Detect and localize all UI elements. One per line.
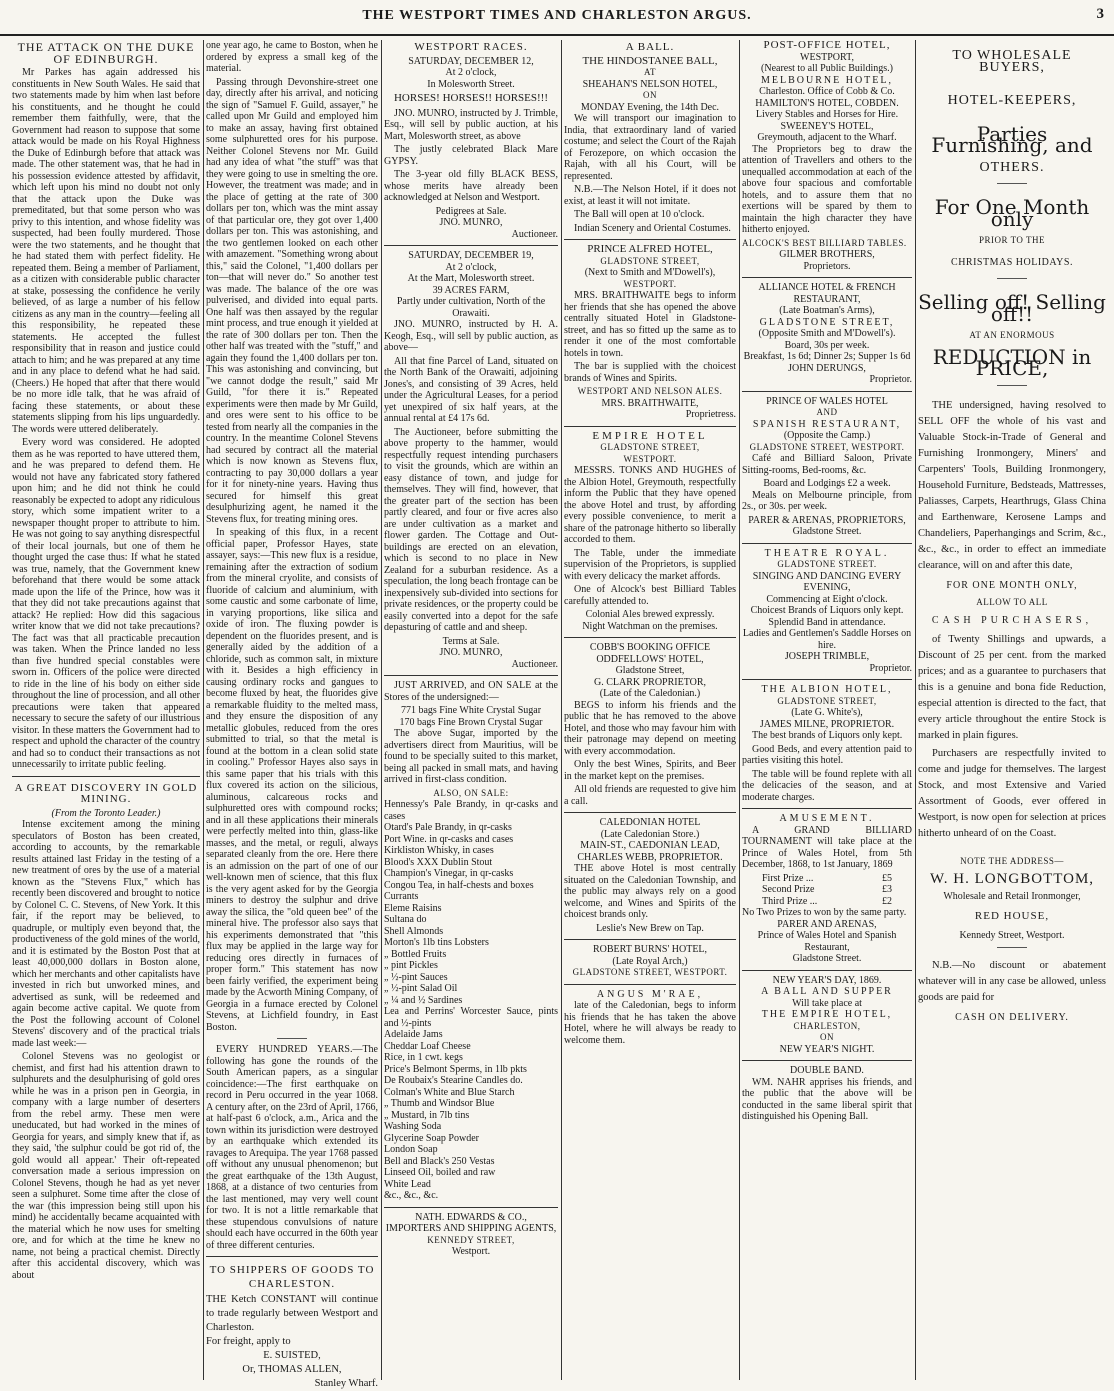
column-3 bbox=[384, 40, 558, 1380]
goods-item: Price's Belmont Sperms, in 1lb pkts bbox=[384, 1063, 527, 1075]
page-number: 3 bbox=[1096, 6, 1104, 22]
goods-item: Cheddar Loaf Cheese bbox=[384, 1040, 471, 1052]
ad-place: Stanley Wharf. bbox=[314, 1378, 378, 1389]
ad-street: MAIN-ST., CAEDONIAN LEAD, bbox=[580, 840, 720, 851]
ad-name: JOSEPH TRIMBLE, bbox=[784, 651, 870, 662]
separator bbox=[997, 183, 1027, 184]
ad-title: PRINCE ALFRED HOTEL, bbox=[587, 243, 713, 255]
separator bbox=[997, 385, 1027, 386]
ad-display-line: CHRISTMAS HOLIDAYS. bbox=[951, 256, 1073, 268]
ad-title: THE EMPIRE HOTEL, bbox=[761, 1009, 893, 1020]
article-paragraph: In speaking of this flux, in a recent official paper, Professor Hayes, state assayer, says:—This new flux is a residue, remaining after the extraction of sodium from the mineral cryolite, and consists of fluoride of calcium and aluminium, with some caustic and some carbonate of lime, in varying proportions, like silica and oxide of iron. The fluxing powder is dependent on the fluorides present, and is generally aided by the addition of a chloride, such as common salt, in mixture with it. Besides a high efficiency in causing ordinary rocks and gangues to become fluxed by heat, the fluorides give a remarkable fluidity to the melted mass, and they ensure the disposition of any metallic globules, reduced from the ores submitted to trial, so that the metal is found at the bottom in a clean solid state in cooling." Professor Hayes also says in this same paper that his trials with this flux covered its action on the silicious, aluminous, calcareous rocks and sulphuretted ores with compound rocks; and in all these applications their minerals were perfectly melted into thin, glass-like masses, and the metal, or reguli, always separated cleanly from the ore. Here there is an admission on the part of one of our well-known men of science, that this flux is the very agent asked for by the Georgia miners to destroy the sulphur and drive away the silica, the "old queen bee" of the mineral hive. The professor also says that his experiments demonstrated that "this flux may be applied in the large way for reducing ores directly in furnaces of proper form." This statement has now been fairly verified, the experiment being made by the Acworth Mining Company, of Georgia in a furnace erected by Colonel Stevens, at Lichfield foundry, in East Boston. bbox=[206, 527, 378, 1033]
ad-title: A BALL AND SUPPER bbox=[761, 986, 893, 997]
column-1 bbox=[12, 40, 200, 1380]
ad-text: Indian Scenery and Oriental Costumes. bbox=[574, 222, 731, 234]
ad-text: Charleston. Office of Cobb & Co. bbox=[759, 86, 895, 97]
ad-text: The bar is supplied with the choicest brands of Wines and Spirits. bbox=[564, 361, 736, 384]
goods-item: Colman's White and Blue Starch bbox=[384, 1086, 515, 1098]
ad-text: ON bbox=[820, 1032, 834, 1042]
article-heading: A GREAT DISCOVERY IN GOLD MINING. bbox=[14, 781, 198, 805]
ad-heading: HORSES! HORSES!! HORSES!!! bbox=[393, 92, 549, 104]
ad-title: ANGUS M'RAE, bbox=[596, 988, 704, 1000]
ad-display-line: Parties Furnishing, and bbox=[931, 121, 1093, 157]
ad-text: All old friends are requested to give him a call. bbox=[564, 784, 736, 807]
ad-name: G. CLARK PROPRIETOR, bbox=[593, 676, 707, 688]
goods-item: Congou Tea, in half-chests and boxes bbox=[384, 879, 534, 891]
ad-name: NATH. EDWARDS & CO., bbox=[415, 1211, 527, 1223]
ad-text: Café and Billiard Saloon, Private Sitting-rooms, Bed-rooms, &c. bbox=[742, 453, 912, 476]
ad-text: (Late Royal Arch,) bbox=[612, 955, 688, 967]
goods-item: Morton's 1lb tins Lobsters bbox=[384, 937, 489, 948]
ad-text: Partly under cultivation, North of the Orawaiti. bbox=[396, 296, 546, 319]
ad-text: MRS. BRAITHWAITE begs to inform her friends that she has opened the above centrally situated Hotel in Gladstone-street, and has so fitted up the same as to render it one of the most comfortable hotels in town. bbox=[564, 290, 736, 359]
ad-heading: WESTPORT RACES. bbox=[414, 41, 528, 53]
ad-place: WESTPORT. bbox=[623, 453, 677, 464]
ad-item: 771 bags Fine White Crystal Sugar bbox=[400, 705, 542, 716]
ad-text: ALCOCK'S BEST BILLIARD TABLES. bbox=[742, 237, 907, 248]
column-rule bbox=[561, 40, 562, 1380]
ad-date: SATURDAY, DECEMBER 19, bbox=[408, 250, 534, 261]
prize-label: First Prize ... bbox=[762, 872, 814, 884]
ad-display-line: NOTE THE ADDRESS— bbox=[960, 856, 1064, 866]
ad-text: (Late of the Caledonian.) bbox=[599, 688, 701, 699]
ad-place: In Molesworth Street. bbox=[427, 78, 515, 90]
ad-title: MELBOURNE HOTEL, bbox=[761, 74, 893, 86]
ad-name: Or, THOMAS ALLEN, bbox=[242, 1364, 342, 1375]
ad-text: The Ball will open at 10 o'clock. bbox=[574, 209, 705, 220]
ad-text: Purchasers are respectfully invited to come and judge for themselves. The largest Stock, and most Extensive and Varied Assortment of Goods, ever offered in Westport, is now open for selection at prices hitherto unheard of on the Coast. bbox=[918, 748, 1106, 839]
article-paragraph: Intense excitement among the mining speculators of Boston has been created, according to accounts, by the remarkable results attained last Friday in the testing of a new treatment of ores by the use of a material known as the "Stevens Flux," which has recently been discovered and brought to notice by Colonel C. C. Stevens, of New York. It this fair, if the report may be believed, to quadruple, or multiply even beyond that, the productiveness of the gold mines of the world, and it is estimated by the Boston Post that at least 40,000,000 dollars in Boston alone, which her merchants and other capitalists have invested in rich but unworked mines, and advertised as sunk, will be redeemed and again become active capital. We quote from the Post the following account of Colonel Stevens' discovery and of the practical trials made last week:— bbox=[12, 819, 200, 1049]
ad-text: We will transport our imagination to India, that extraordinary land of varied costume; and select the Court of the Rajah of Ferozepore, on which occasion the Rajah, with all his Court, will be represented. bbox=[564, 113, 736, 182]
ad-subheading: ALSO, ON SALE: bbox=[433, 787, 509, 798]
ad-text: The Auctioneer, before submitting the above property to the hammer, would respectfully request intending purchasers to visit the grounds, which are within an easy distance of town, and judge for themselves. They will find, however, that the greater part of the section has been partly cleared, and four or five acres also are under cultivation as a market and flower garden. The Cottage and Out-buildings are erected on an elevation, which is second to no place in New Zealand for a suburban residence. As a speculation, the long beach frontage can be inexpensively sub-divided into sections for private residences, or the property could be easily converted into a depot for the safe depasturing of cattle and and sheep. bbox=[384, 426, 558, 633]
ad-text: Ladies and Gentlemen's Saddle Horses on hire. bbox=[742, 628, 912, 651]
article-paragraph: Colonel Stevens was no geologist or chemist, and first had his attention drawn to sulphurets and the desulphurising of gold ores while he was in a prison pen in Georgia, in company with a large number of deserters from the rebel army. These men were uneducated, but had worked in the mines of Georgia for years, and simply knew that if, as they said, 'the sulphur could be got rid of, the gold would all appear.' Their oft-repeated conversation made a serious impression on Colonel Stevens, though he had as yet never seen a sulphuret. Some time after the close of the war (this impression being still upon his mind) he accidentally became acquainted with the material which he now uses for smelting ore, and for which at the time he knew no name, not being a practical chemist. Directly after this accidental discovery, which was about bbox=[12, 1051, 200, 1281]
goods-item: Shell Almonds bbox=[384, 925, 444, 937]
ad-date: MONDAY Evening, the 14th Dec. bbox=[580, 101, 720, 113]
article-paragraph: Mr Parkes has again addressed his constituents in New South Wales. He said that two statements made by him when last before his constituents, and he thought he could remember them faithfully, were, that the Government had reason to suppose that some attack would be made on his Royal Highness the Duke of Edinburgh before that attack was made. The other statement was, that he had in his possession evidence attested by affidavit, which left upon his mind no doubt not only that the attack upon the Duke was premeditated, but that some person who was privy to this intention, and whose fidelity was suspected, had been foully murdered. Those were the two statements, and he thought that he had stated them with perfect fidelity. He repeated them. Being a member of Parliament, as a citizen with considerable public character at stake, possessing the confidence he verily believed, of as large a number of his fellow citizens as any man in the country—feeling all this responsibility, he repeated these statements. He accepted the fullest responsibility that in reason and justice could attach to him; and he was prepared at any time and in any place to defend what he had said. (Cheers.) He hoped that after that there would be no more idle talk, that he was afraid of facing these statements, or about these statements slipping from his lips unguardedly. The words were uttered deliberately. bbox=[12, 67, 200, 435]
ad-text: All that fine Parcel of Land, situated on the North Bank of the Orawaiti, adjoining Jones's, and consisting of 39 Acres, held under the Agricultural Leases, for a period yet unexpired of six half years, at the annual rental at £4 17s 6d. bbox=[384, 355, 558, 424]
ad-text: The Table, under the immediate supervision of the Proprietors, is supplied with every delicacy the market affords. bbox=[564, 547, 736, 582]
ad-name: GILMER BROTHERS, bbox=[779, 249, 875, 260]
ad-text: Will take place at bbox=[792, 997, 862, 1009]
ad-text: Terms at Sale. bbox=[442, 635, 500, 647]
article-paragraph: Passing through Devonshire-street one day, directly after his arrival, and noticing the sign of "Samuel F. Guild, assayer," he called upon Mr Guild and employed him to make an assay, having first obtained some sulphuretted ores for his purpose. Neither Colonel Stevens nor Mr. Guild had any idea of what "the stuff" was that they were going to use in smelting the ore. However, the treatment was made; and in the place of getting at the rate of 300 dollars per ton, which was the mint assay of that particular ore, they got over 1,400 dollars per ton. This was astonishing, and the two gentlemen looked on each other with amazement. "Something wrong about this," said the Colonel, "1,400 dollars per ton—that will never do." So another test was made. The balance of the ore was pulverised, and divided into equal parts. One half was then assayed by the regular mint process, and true enough it yielded at the rate of 300 dollars per ton. Then the other half was treated with the "stuff," and again they found the 1,400 dollars per ton. This was astonishing and convincing, but "we cannot dodge the result," said Mr Guild, "for there it is." Repeated experiments were then made by Mr Guild, and ores were sent to his office to be tested from nearly all the companies in the country. In the meantime Colonel Stevens had secured by contract all the material which is now known as Stevens flux, contracting to pay 30,000 dollars a year for it for ninety-nine years. Having thus secured for himself this great desulphurizing agent, he named it the Stevens flux, for treating mining ores. bbox=[206, 76, 378, 525]
ad-text: late of the Caledonian, begs to inform his friends that he has taken the above Hotel, where he will always be ready to welcome them. bbox=[564, 1000, 736, 1046]
ad-text: JNO. MUNRO, instructed by J. Trimble, Esq., will sell by public auction, at his Mart, Molesworth street, as above bbox=[384, 107, 558, 142]
ad-street: KENNEDY STREET, bbox=[427, 1234, 515, 1245]
goods-item: Bell and Black's 250 Vestas bbox=[384, 1155, 495, 1167]
goods-item: Hennessy's Pale Brandy, in qr-casks and cases bbox=[384, 799, 558, 822]
ad-title: SWEENEY'S HOTEL, bbox=[780, 120, 874, 132]
column-rule bbox=[739, 40, 740, 1380]
article-paragraph: one year ago, he came to Boston, when he ordered by express a small keg of the material. bbox=[206, 40, 378, 74]
goods-item: „ Thumb and Windsor Blue bbox=[384, 1098, 495, 1109]
ad-text: JNO. MUNRO, instructed by H. A. Keogh, Esq., will sell by public auction, as above— bbox=[384, 319, 558, 353]
goods-item: „ ¼ and ½ Sardines bbox=[384, 994, 463, 1006]
ad-role: Proprietress. bbox=[685, 409, 736, 420]
goods-item: „ ½-pint Salad Oil bbox=[384, 983, 458, 994]
ad-display-line: AT AN ENORMOUS bbox=[969, 330, 1055, 340]
ad-street: GLADSTONE STREET, WESTPORT. bbox=[749, 441, 905, 452]
goods-item: &c., &c., &c. bbox=[384, 1190, 439, 1201]
column-5 bbox=[742, 40, 912, 1380]
ad-text: Board, 30s per week. bbox=[784, 339, 870, 351]
ad-title: COBB'S BOOKING OFFICE bbox=[589, 642, 711, 653]
ad-time: At 2 o'clock, bbox=[445, 67, 497, 78]
ad-name: PARER AND ARENAS, bbox=[777, 918, 877, 930]
ad-text: Commencing at Eight o'clock. bbox=[766, 593, 888, 605]
ad-text: Meals on Melbourne principle, from 2s., or 30s. per week. bbox=[742, 489, 912, 512]
ad-text: Breakfast, 1s 6d; Dinner 2s; Supper 1s 6d bbox=[743, 351, 911, 362]
ad-text: BEGS to inform his friends and the public that he has removed to the above Hotel, and those who may favour him with their patronage may depend on meeting with every accommodation. bbox=[564, 699, 736, 757]
goods-item: Adelaide Jams bbox=[384, 1029, 443, 1040]
ad-display-line: CASH ON DELIVERY. bbox=[955, 1011, 1069, 1023]
separator bbox=[277, 1038, 307, 1039]
column-rule bbox=[203, 40, 204, 1380]
ad-text: WESTPORT AND NELSON ALES. bbox=[577, 386, 723, 396]
ad-heading: A BALL. bbox=[625, 41, 675, 53]
ad-text: of Twenty Shillings and upwards, a Discount of 25 per cent. from the marked prices; and as a guarantee to purchasers that this is a genuine and bona fide Reduction, especial attention is directed to the fact, that every article throughout the entire Stock is marked in plain figures. bbox=[918, 634, 1106, 741]
masthead bbox=[0, 0, 1114, 36]
ad-title: ROBERT BURNS' HOTEL, bbox=[592, 944, 708, 955]
ad-text: Only the best Wines, Spirits, and Beer in the market kept on the premises. bbox=[564, 759, 736, 782]
ad-place: WESTPORT, bbox=[800, 51, 854, 63]
ad-text: Board and Lodgings £2 a week. bbox=[763, 478, 891, 489]
ad-text: IMPORTERS AND SHIPPING AGENTS, bbox=[385, 1223, 557, 1234]
ad-text: SINGING AND DANCING EVERY EVENING, bbox=[752, 570, 902, 593]
goods-item: De Roubaix's Stearine Candles do. bbox=[384, 1075, 523, 1086]
goods-list bbox=[384, 799, 558, 1202]
ad-street: Kennedy Street, Westport. bbox=[959, 930, 1065, 941]
ad-street: Gladstone Street. bbox=[792, 953, 862, 964]
ad-item: The 3-year old filly BLACK BESS, whose merits have already been acknowledged at Nelson and Westport. bbox=[384, 169, 558, 203]
goods-item: White Lead bbox=[384, 1178, 431, 1190]
ad-title: SPANISH RESTAURANT, bbox=[752, 418, 902, 430]
ad-title: CALEDONIAN HOTEL bbox=[599, 817, 701, 828]
goods-item: Currants bbox=[384, 891, 419, 902]
ad-display-line: REDUCTION in PRICE, bbox=[932, 344, 1092, 380]
ad-text: (Late Boatman's Arms), bbox=[779, 305, 875, 316]
ad-title: EMPIRE HOTEL bbox=[592, 429, 708, 442]
ad-display-line: FOR ONE MONTH ONLY, bbox=[946, 579, 1078, 591]
ad-text: The above Sugar, imported by the advertisers direct from Mauritius, will be found to be specially suited to this market, being all packed in small mats, and having arrived in first-class condition. bbox=[384, 728, 558, 785]
ad-display-line: OTHERS. bbox=[979, 159, 1045, 175]
prize-amount: £2 bbox=[882, 895, 892, 907]
ad-date: NEW YEAR'S DAY, 1869. bbox=[772, 974, 882, 986]
goods-item: Kirkliston Whisky, in cases bbox=[384, 845, 494, 856]
goods-item: Otard's Pale Brandy, in qr-casks bbox=[384, 822, 512, 833]
goods-item: Eleme Raisins bbox=[384, 902, 442, 914]
ad-display-line: ALLOW TO ALL bbox=[976, 597, 1048, 607]
ad-role: Proprietor. bbox=[869, 374, 912, 385]
ad-text: N.B.—No discount or abatement whatever will in any case be allowed, unless goods are paid for bbox=[918, 959, 1106, 1003]
ad-item: 170 bags Fine Brown Crystal Sugar bbox=[399, 716, 543, 728]
ad-text: The Proprietors beg to draw the attention of Travellers and others to the unequalled accommodation at each of the above four spacious and comfortable hotels, and to assure them that no exertions will be spared by them to maintain the high character they have hitherto enjoyed. bbox=[742, 143, 912, 235]
ad-street: GLADSTONE STREET, bbox=[759, 316, 895, 328]
ad-display-line: Selling off! Selling off!! bbox=[918, 290, 1106, 326]
ad-time: At 2 o'clock, bbox=[445, 261, 497, 273]
ad-name: JNO. MUNRO, bbox=[439, 647, 503, 658]
ad-text: Night Watchman on the premises. bbox=[582, 620, 718, 632]
ad-role: Auctioneer. bbox=[511, 228, 558, 240]
ad-text: Wholesale and Retail Ironmonger, bbox=[943, 891, 1081, 902]
separator bbox=[997, 278, 1027, 279]
goods-item: Blood's XXX Dublin Stout bbox=[384, 856, 493, 868]
ad-text: Good Beds, and every attention paid to parties visiting this hotel. bbox=[742, 743, 912, 766]
separator bbox=[997, 947, 1027, 948]
ad-text: THE undersigned, having resolved to SELL OFF the whole of his vast and Valuable Stock-in-Trade of General and Furnishing Ironmongery, Miners' and Carpenters' Tools, Building Ironmongery, Household Furniture, Bedsteads, Mattresses, Paliasses, Carpets, Hearthrugs, Glass China and Earthenware, Kerosene Lamps and Chandeliers, Paperhangings and Scrim, &c., &c., &c., in order to effect an immediate clearance, will on and after this date, bbox=[918, 399, 1106, 571]
ad-text: No Two Prizes to won by the same party. bbox=[742, 907, 907, 918]
ad-text: For freight, apply to bbox=[206, 1336, 291, 1347]
ad-text: One of Alcock's best Billiard Tables carefully attended to. bbox=[564, 584, 736, 607]
ad-street: Gladstone Street. bbox=[792, 526, 862, 537]
ad-text: Leslie's New Brew on Tap. bbox=[596, 922, 704, 934]
ad-text: (Late Caledonian Store.) bbox=[600, 828, 700, 840]
ad-name: PARER & ARENAS, PROPRIETORS, bbox=[748, 514, 906, 526]
ad-title: ODDFELLOWS' HOTEL, bbox=[596, 653, 704, 665]
ad-title: THEATRE ROYAL. bbox=[764, 547, 890, 559]
ad-item: The justly celebrated Black Mare GYPSY. bbox=[384, 144, 558, 167]
ad-street: GLADSTONE STREET. bbox=[777, 559, 877, 569]
goods-item: Port Wine. in qr-casks and cases bbox=[384, 833, 514, 845]
ad-title: ALLIANCE HOTEL & FRENCH RESTAURANT, bbox=[758, 282, 896, 305]
goods-item: Lea and Perrins' Worcester Sauce, pints and ½-pints bbox=[384, 1006, 558, 1029]
ad-name: W. H. LONGBOTTOM, bbox=[929, 870, 1095, 887]
article-paragraph: Every word was considered. He adopted them as he was reported to have uttered them, and he was prepared to defend them. He would not have any fabricated story fathered upon him; and he did not think he could reasonably be expected to adopt any ridiculous story, which some impatient writer to a newspaper thought proper to attribute to him. He was not going to say anything disrespectful of their local journals, but one of them he thought urged the case thus: If what he stated was true, namely, that the Government knew beforehand that there would be some attack made upon the life of the Prince, how was it that they did not take precautions against that attack? He replied: How did this sagacious writer know that we did not take precautions? The fact was that all practicable precaution was taken. When the Prince landed no less than five hundred special constables were sworn in. Officers of the police were directed to ride in the line of his body on either side throughout the line of procession, and all other precautions were taken that appeared necessary to secure the safety of our illustrious visitor. In these matters the Government had to respect and uphold the character of the country and had so to conduct their transactions as not unnecessarily to irritate public feeling. bbox=[12, 437, 200, 770]
goods-item: Sultana do bbox=[384, 914, 427, 925]
ad-role: Proprietor. bbox=[869, 662, 912, 674]
ad-text: AT bbox=[644, 67, 656, 77]
ad-text: MESSRS. TONKS AND HUGHES of the Albion Hotel, Greymouth, respectfully inform the Public that they have opened the above Hotel and trust, by affording every possible convenience, to merit a share of the patronage hitherto so liberally accorded to them. bbox=[564, 465, 736, 545]
goods-item: „ pint Pickles bbox=[384, 960, 438, 971]
prize-list bbox=[742, 873, 912, 908]
column-4 bbox=[564, 40, 736, 1380]
ad-role: Proprietors. bbox=[803, 260, 851, 272]
ad-title: PRINCE OF WALES HOTEL bbox=[766, 395, 888, 407]
ad-text: Colonial Ales brewed expressly. bbox=[585, 609, 715, 620]
ad-place: At the Mart, Molesworth street. bbox=[407, 273, 535, 284]
ad-title: THE HINDOSTANEE BALL, bbox=[582, 54, 718, 67]
article-heading: THE ATTACK ON THE DUKE OF EDINBURGH. bbox=[17, 40, 195, 66]
ad-display-line: For One Month only bbox=[934, 195, 1090, 231]
ad-text: JUST ARRIVED, and ON SALE at the Stores of the undersigned:— bbox=[384, 680, 558, 703]
ad-heading: TO SHIPPERS OF GOODS TO CHARLESTON. bbox=[209, 1264, 375, 1290]
ad-text: The table will be found replete with all the delicacies of the season, and at moderate charges. bbox=[742, 768, 912, 803]
prize-label: Second Prize bbox=[762, 884, 815, 895]
ad-text: A GRAND BILLIARD TOURNAMENT will take place at the Prince of Wales Hotel, from 5th December, 1868, to 1st January, 1869 bbox=[742, 824, 912, 870]
prize-label: Third Prize ... bbox=[762, 895, 818, 907]
ad-text: (Next to Smith and M'Dowell's), bbox=[584, 267, 716, 278]
ad-role: Auctioneer. bbox=[511, 658, 558, 670]
ad-place: CHARLESTON, bbox=[793, 1020, 861, 1031]
ad-street: GLADSTONE STREET, bbox=[600, 442, 700, 452]
ad-name: JNO. MUNRO, bbox=[439, 217, 503, 228]
article-source: (From the Toronto Leader.) bbox=[51, 807, 161, 819]
ad-name: CHARLES WEBB, PROPRIETOR. bbox=[577, 851, 723, 863]
ad-street: Gladstone Street, bbox=[615, 665, 685, 676]
ad-text: AND bbox=[816, 407, 838, 417]
ad-street: GLADSTONE STREET, WESTPORT. bbox=[572, 967, 728, 977]
column-6 bbox=[918, 40, 1106, 1380]
ad-text: The best brands of Liquors only kept. bbox=[752, 730, 903, 741]
ad-text: N.B.—The Nelson Hotel, if it does not exist, at least it will not imitate. bbox=[564, 184, 736, 207]
ad-title: POST-OFFICE HOTEL, bbox=[763, 39, 891, 51]
ad-text: (Opposite the Camp.) bbox=[783, 430, 871, 441]
ad-date: SATURDAY, DECEMBER 12, bbox=[408, 55, 534, 67]
prize-amount: £3 bbox=[882, 884, 892, 895]
ad-name: E. SUISTED, bbox=[263, 1350, 321, 1361]
ad-heading: 39 ACRES FARM, bbox=[432, 284, 510, 296]
goods-item: „ Mustard, in 7lb tins bbox=[384, 1109, 470, 1121]
ad-display-line: PRIOR TO THE bbox=[978, 235, 1045, 245]
ad-text: (Late G. White's), bbox=[791, 707, 863, 718]
ad-title: RED HOUSE, bbox=[974, 909, 1050, 922]
ad-title: THE ALBION HOTEL, bbox=[761, 684, 893, 695]
ad-text: Choicest Brands of Liquors only kept. Splendid Band in attendance. bbox=[750, 605, 904, 628]
goods-item: „ ½-pint Sauces bbox=[384, 971, 448, 983]
goods-item: London Soap bbox=[384, 1144, 438, 1155]
ad-text: Pedigrees at Sale. bbox=[435, 205, 507, 217]
ad-text: WM. NAHR apprises his friends, and the public that the above will be conducted in the same liberal spirit that distinguished his Opening Ball. bbox=[742, 1076, 912, 1122]
article-paragraph: EVERY HUNDRED YEARS.—The following has gone the rounds of the South American papers, as a singular coincidence:—The first earthquake on record in Peru occurred in the year 1068. A century after, on the 23rd of April, 1766, at half-past 6 o'clock, a.m., Arica and the town within its jurisdiction were destroyed by an earthquake which extended its ravages to Arequipa. The year 1768 passed off without any unusual phenomenon; but the great earthquake of the 13th August, 1868, at a distance of two centuries from the last mentioned, may very well count for two. It is not a little remarkable that these stupendous convulsions of nature should each have occurred in the 60th year of three different centuries. bbox=[206, 1044, 378, 1251]
goods-item: Washing Soda bbox=[384, 1121, 442, 1132]
prize-row bbox=[742, 884, 912, 896]
ad-place: Westport. bbox=[451, 1246, 491, 1257]
newspaper-title: THE WESTPORT TIMES AND CHARLESTON ARGUS. bbox=[362, 8, 752, 23]
ad-place: WESTPORT. bbox=[623, 278, 677, 289]
ad-text: Livery Stables and Horses for Hire. bbox=[755, 109, 899, 120]
ad-name: JAMES MILNE, PROPRIETOR. bbox=[759, 718, 895, 730]
ad-name: JOHN DERUNGS, bbox=[788, 362, 866, 374]
ad-title: AMUSEMENT. bbox=[779, 813, 875, 824]
ad-name: SHEAHAN'S NELSON HOTEL, bbox=[582, 78, 718, 90]
goods-item: Glycerine Soap Powder bbox=[384, 1132, 479, 1144]
ad-date: NEW YEAR'S NIGHT. bbox=[779, 1043, 875, 1055]
ad-street: GLADSTONE STREET, bbox=[600, 255, 700, 266]
prize-row bbox=[742, 896, 912, 908]
ad-text: ON bbox=[643, 90, 657, 100]
ad-display-line: CASH PURCHASERS, bbox=[931, 614, 1093, 626]
ad-street: GLADSTONE STREET, bbox=[777, 695, 877, 706]
ad-title: HAMILTON'S HOTEL, COBDEN. bbox=[755, 97, 899, 109]
ad-text: Greymouth, adjacent to the Wharf. bbox=[757, 132, 897, 143]
ad-display-line: HOTEL-KEEPERS, bbox=[947, 93, 1077, 108]
goods-item: „ Bottled Fruits bbox=[384, 948, 447, 960]
prize-amount: £5 bbox=[882, 872, 892, 884]
column-rule bbox=[915, 40, 916, 1380]
column-rule bbox=[381, 40, 382, 1380]
ad-text: THE Ketch CONSTANT will continue to trade regularly between Westport and Charleston. bbox=[206, 1294, 378, 1333]
column-2 bbox=[206, 40, 378, 1389]
ad-text: THE above Hotel is most centrally situated on the Caledonian Township, and the public may always rely on a good welcome, and Wines and Spirits of the choicest brands only. bbox=[564, 863, 736, 920]
ad-name: MRS. BRAITHWAITE, bbox=[601, 397, 699, 409]
goods-item: Rice, in 1 cwt. kegs bbox=[384, 1052, 463, 1063]
ad-display-line: TO WHOLESALE BUYERS, bbox=[952, 48, 1072, 75]
ad-text: (Nearest to all Public Buildings.) bbox=[761, 63, 893, 74]
prize-row bbox=[742, 873, 912, 885]
goods-item: Linseed Oil, boiled and raw bbox=[384, 1167, 496, 1178]
goods-item: Champion's Vinegar, in qr-casks bbox=[384, 868, 514, 879]
ad-text: Prince of Wales Hotel and Spanish Restaurant, bbox=[757, 930, 897, 953]
ad-text: (Opposite Smith and M'Dowell's). bbox=[758, 328, 896, 339]
ad-title: DOUBLE BAND. bbox=[790, 1065, 864, 1076]
